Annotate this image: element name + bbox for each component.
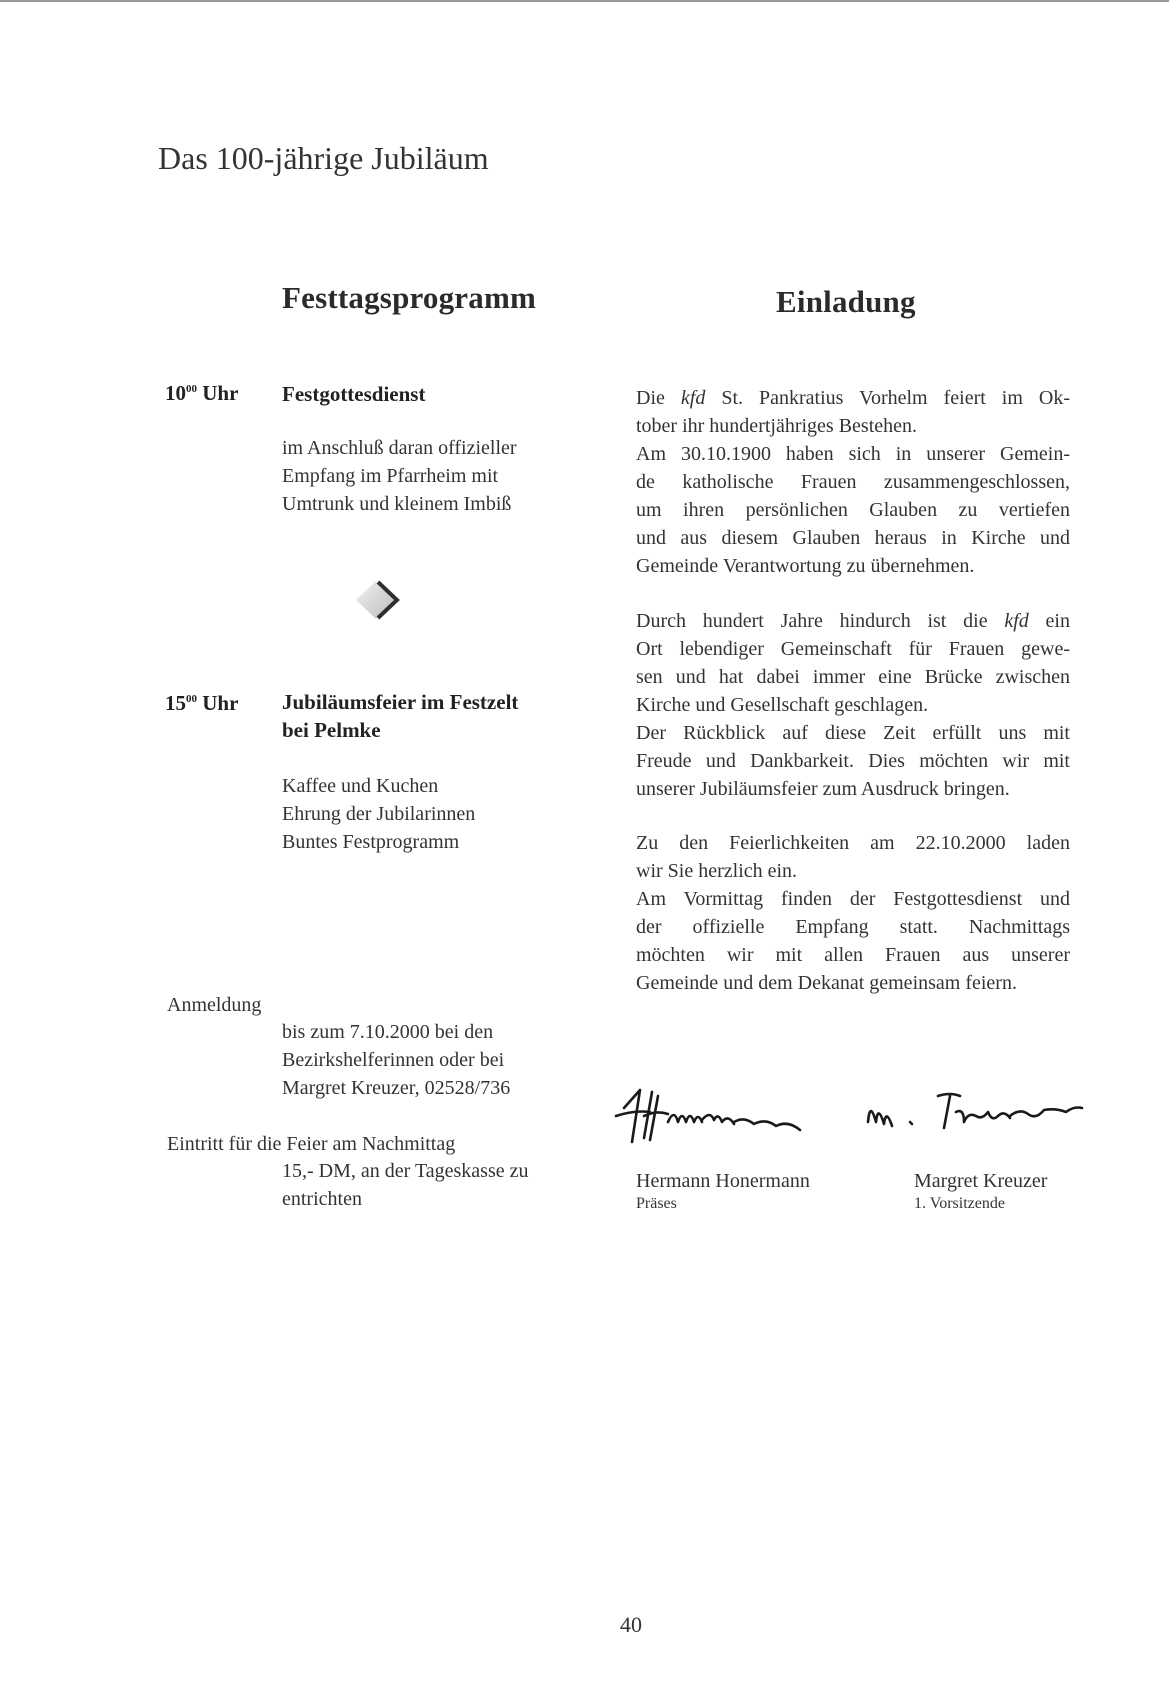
event-2-details (282, 772, 475, 856)
chapter-title: Das 100-jährige Jubiläum (158, 140, 489, 176)
invitation-paragraph-2 (636, 607, 1070, 803)
event-1-detail-line: Empfang im Pfarrheim mit (282, 465, 499, 487)
invitation-line: Gemeinde Verantwortung zu übernehmen. (636, 555, 975, 577)
invitation-line: um ihren persönlichen Glauben zu vertiefen (636, 499, 1070, 521)
invitation-line: Kirche und Gesellschaft geschlagen. (636, 694, 929, 716)
signatory-2-name: Margret Kreuzer (914, 1170, 1048, 1192)
event-2-detail-line: Ehrung der Jubilarinnen (282, 803, 476, 825)
event-2-title-line: Jubiläumsfeier im Festzelt (282, 690, 519, 714)
event-2-detail-line: Buntes Festprogramm (282, 831, 460, 853)
event-1-title (282, 380, 425, 408)
registration-line: Bezirkshelferinnen oder bei (282, 1049, 505, 1071)
event-2-title (282, 688, 518, 744)
invitation-line: Der Rückblick auf diese Zeit erfüllt uns mit (636, 722, 1070, 744)
registration-line: Margret Kreuzer, 02528/736 (282, 1077, 511, 1099)
admission-label: Eintritt für die Feier am Nachmittag (167, 1133, 456, 1155)
invitation-paragraph-1 (636, 384, 1070, 580)
registration-details (282, 1018, 510, 1102)
signature-kreuzer (860, 1082, 1090, 1142)
event-1-detail-line: Umtrunk und kleinem Imbiß (282, 493, 512, 515)
event-1-detail-line: im Anschluß daran offizieller (282, 437, 517, 459)
invitation-line: Freude und Dankbarkeit. Dies möchten wir mit (636, 750, 1070, 772)
invitation-line: der offizielle Empfang statt. Nachmittags (636, 916, 1070, 938)
signatory-2-role: 1. Vorsitzende (914, 1195, 1005, 1212)
invitation-line: wir Sie herzlich ein. (636, 860, 798, 882)
event-1-title-line: Festgottesdienst (282, 382, 426, 406)
event-1-details (282, 434, 517, 518)
event-1-minutes: 00 (186, 383, 197, 395)
signatory-1-role: Präses (636, 1195, 677, 1212)
invitation-line: tober ihr hundertjähriges Bestehen. (636, 415, 918, 437)
event-1-hour: 10 (165, 381, 186, 405)
invitation-line: sen und hat dabei immer eine Brücke zwischen (636, 666, 1070, 688)
admission-details (282, 1157, 529, 1213)
invitation-line: Zu den Feierlichkeiten am 22.10.2000 laden (636, 832, 1070, 854)
signatory-2 (914, 1167, 1047, 1213)
invitation-line: Die kfd St. Pankratius Vorhelm feiert im Ok- (636, 387, 1070, 409)
registration-line: bis zum 7.10.2000 bei den (282, 1021, 494, 1043)
event-2-time (165, 691, 238, 716)
signature-honermann (610, 1070, 840, 1150)
invitation-line: Ort lebendiger Gemeinschaft für Frauen gewe- (636, 638, 1070, 660)
event-2-detail-line: Kaffee und Kuchen (282, 775, 439, 797)
signatory-1-name: Hermann Honermann (636, 1170, 810, 1192)
invitation-line: Am Vormittag finden der Festgottesdienst und (636, 888, 1070, 910)
registration-label: Anmeldung (167, 994, 262, 1016)
invitation-line: Am 30.10.1900 haben sich in unserer Gemein- (636, 443, 1070, 465)
invitation-heading: Einladung (776, 284, 916, 319)
event-2-hour: 15 (165, 691, 186, 715)
event-1-unit: Uhr (202, 381, 239, 405)
kfd-abbreviation: kfd (1004, 610, 1029, 632)
top-edge-line (0, 0, 1169, 2)
event-1-time (165, 381, 238, 406)
invitation-line: unserer Jubiläumsfeier zum Ausdruck bringen. (636, 778, 1010, 800)
event-2-title-line: bei Pelmke (282, 718, 381, 742)
admission-line: entrichten (282, 1188, 362, 1210)
invitation-line: Gemeinde und dem Dekanat gemeinsam feiern. (636, 972, 1017, 994)
signatory-1 (636, 1167, 810, 1213)
invitation-line: und aus diesem Glauben heraus in Kirche und (636, 527, 1070, 549)
invitation-paragraph-3 (636, 829, 1070, 997)
invitation-line: de katholische Frauen zusammengeschlossen, (636, 471, 1070, 493)
arrow-diamond-shape (356, 581, 394, 619)
page-number: 40 (620, 1612, 642, 1637)
program-heading: Festtagsprogramm (282, 280, 537, 315)
kfd-abbreviation: kfd (680, 387, 706, 409)
event-2-unit: Uhr (202, 691, 239, 715)
admission-line: 15,- DM, an der Tageskasse zu (282, 1160, 529, 1182)
event-2-minutes: 00 (186, 693, 197, 705)
invitation-line: möchten wir mit allen Frauen aus unserer (636, 944, 1070, 966)
chevron-right-icon (354, 578, 406, 622)
invitation-line: Durch hundert Jahre hindurch ist die kfd ein (636, 610, 1070, 632)
